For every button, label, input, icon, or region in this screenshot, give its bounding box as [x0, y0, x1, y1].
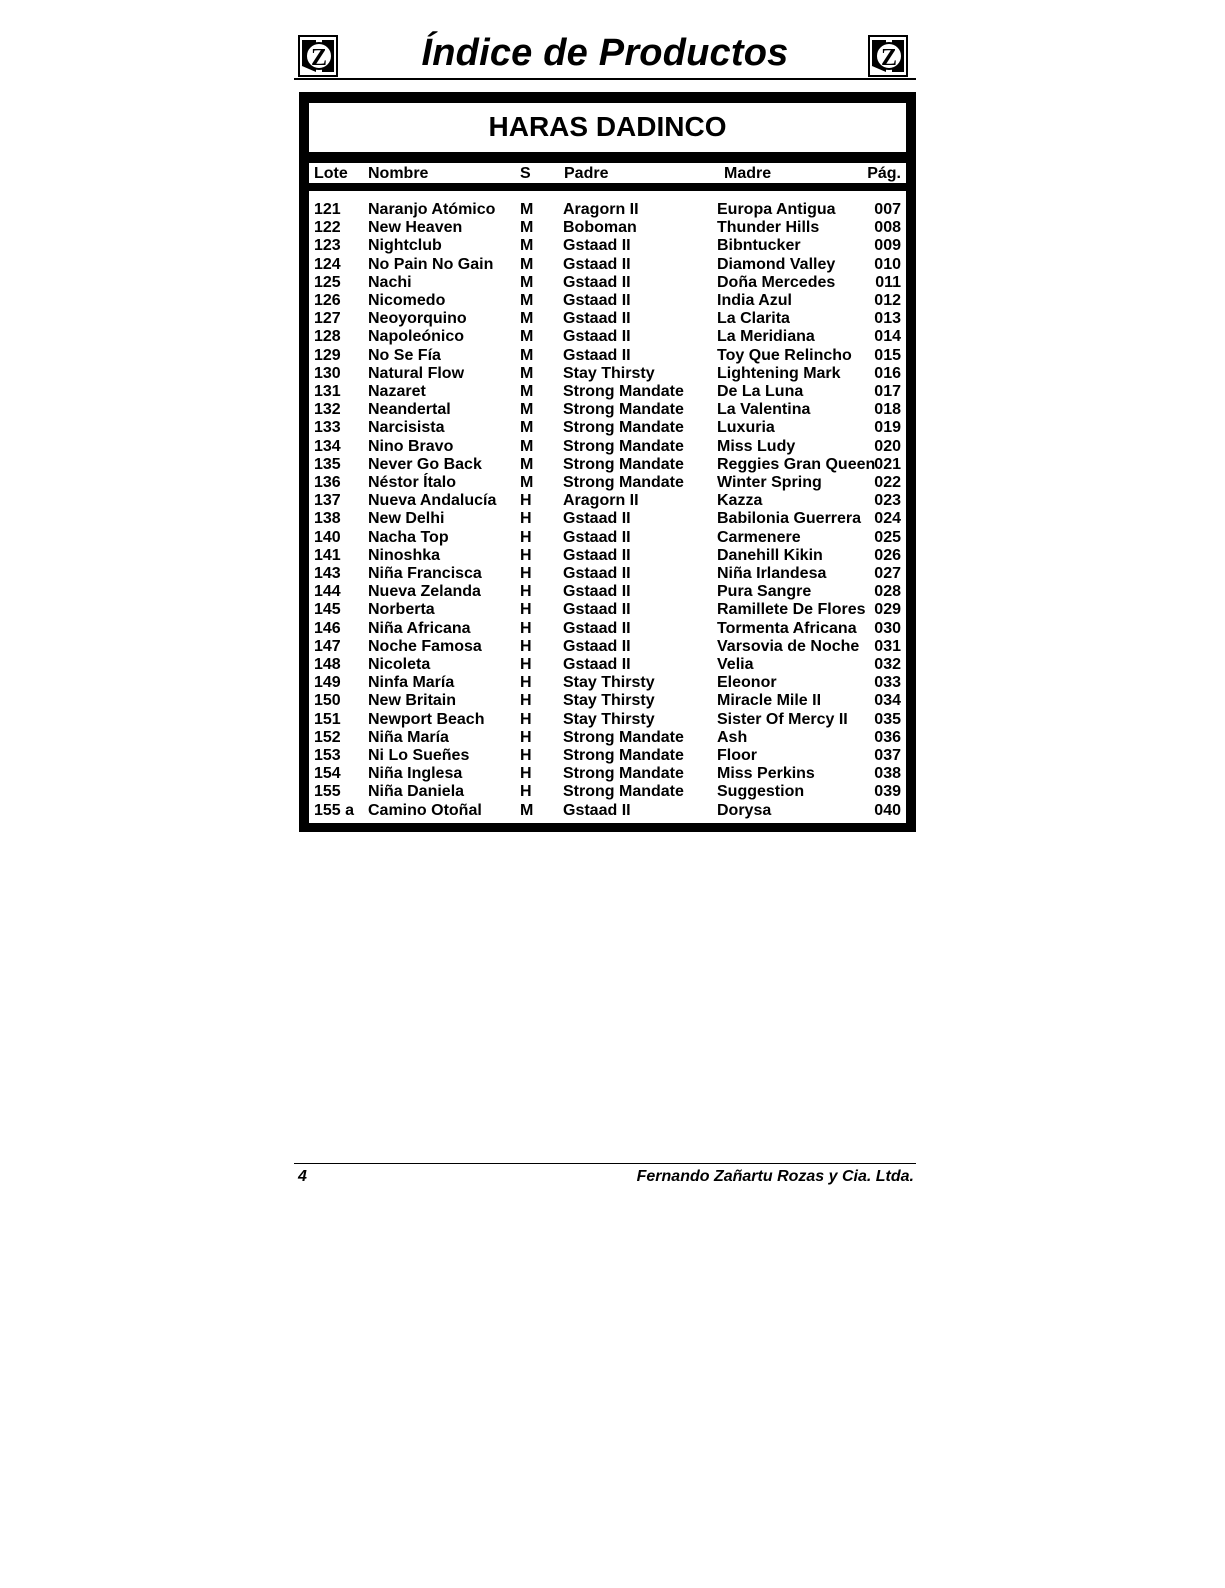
cell-lote: 148 — [314, 656, 341, 673]
cell-lote: 150 — [314, 692, 341, 710]
cell-nombre: Nazaret — [368, 383, 426, 400]
cell-pagina: 012 — [874, 292, 901, 309]
table-row — [309, 765, 906, 783]
cell-lote: 143 — [314, 565, 341, 582]
table-row — [309, 565, 906, 583]
cell-nombre: Nueva Andalucía — [368, 492, 497, 510]
cell-lote: 125 — [314, 273, 341, 291]
table-body — [309, 191, 906, 823]
cell-nombre: Ninfa María — [368, 674, 455, 692]
cell-padre: Strong Mandate — [563, 455, 684, 473]
table-row — [309, 620, 906, 638]
cell-padre: Stay Thirsty — [563, 692, 655, 710]
cell-madre: La Valentina — [717, 401, 811, 419]
cell-madre: India Azul — [717, 292, 792, 309]
cell-padre: Strong Mandate — [563, 747, 684, 764]
table-row — [309, 583, 906, 601]
cell-pagina: 007 — [874, 201, 901, 218]
cell-padre: Gstaad II — [563, 255, 631, 273]
cell-pagina: 040 — [874, 801, 901, 819]
cell-madre: Miss Perkins — [717, 765, 815, 783]
cell-nombre: Niña Daniela — [368, 783, 465, 801]
cell-nombre: Niña María — [368, 728, 449, 746]
cell-padre: Gstaad II — [563, 528, 631, 546]
header-rule — [294, 78, 916, 80]
cell-madre: Sister Of Mercy II — [717, 710, 848, 728]
cell-sexo: H — [520, 710, 532, 728]
table-row — [309, 529, 906, 547]
table-row — [309, 438, 906, 456]
cell-pagina: 036 — [874, 728, 901, 746]
cell-nombre: No Se Fía — [368, 346, 441, 364]
column-header-nombre: Nombre — [368, 165, 429, 182]
cell-lote: 141 — [314, 546, 341, 564]
cell-nombre: No Pain No Gain — [368, 255, 494, 273]
cell-sexo: H — [520, 656, 532, 673]
table-row — [309, 492, 906, 510]
section-title-box — [309, 103, 906, 152]
cell-madre: Europa Antigua — [717, 201, 836, 218]
cell-pagina: 034 — [874, 692, 901, 710]
cell-padre: Gstaad II — [563, 619, 631, 637]
cell-padre: Gstaad II — [563, 565, 631, 582]
cell-pagina: 015 — [874, 346, 901, 364]
cell-pagina: 013 — [874, 310, 901, 328]
cell-madre: Kazza — [717, 492, 763, 510]
cell-madre: Pura Sangre — [717, 583, 812, 601]
footer-rule — [294, 1163, 916, 1164]
cell-lote: 153 — [314, 747, 341, 764]
cell-padre: Strong Mandate — [563, 765, 684, 783]
cell-pagina: 024 — [874, 510, 901, 528]
cell-madre: Babilonia Guerrera — [717, 510, 862, 528]
cell-lote: 122 — [314, 219, 341, 237]
cell-sexo: H — [520, 546, 532, 564]
cell-sexo: M — [520, 346, 534, 364]
cell-sexo: H — [520, 728, 532, 746]
cell-nombre: Noche Famosa — [368, 637, 482, 655]
cell-madre: Velia — [717, 656, 754, 673]
table-row — [309, 274, 906, 292]
cell-madre: Ash — [717, 728, 748, 746]
cell-madre: Thunder Hills — [717, 219, 820, 237]
cell-pagina: 026 — [874, 546, 901, 564]
page-number: 4 — [298, 1168, 307, 1185]
cell-pagina: 035 — [874, 710, 901, 728]
cell-madre: Dorysa — [717, 801, 772, 819]
cell-nombre: New Delhi — [368, 510, 445, 528]
cell-sexo: M — [520, 364, 534, 382]
table-row — [309, 747, 906, 765]
cell-madre: Miss Ludy — [717, 437, 796, 455]
cell-nombre: Neoyorquino — [368, 310, 467, 328]
column-header-sexo: S — [520, 165, 531, 182]
cell-lote: 126 — [314, 292, 341, 309]
cell-lote: 128 — [314, 328, 341, 346]
cell-madre: Lightening Mark — [717, 364, 841, 382]
cell-nombre: Niña Francisca — [368, 565, 482, 582]
cell-nombre: Nightclub — [368, 237, 442, 255]
cell-pagina: 038 — [874, 765, 901, 783]
cell-pagina: 020 — [874, 437, 901, 455]
cell-sexo: H — [520, 492, 532, 510]
column-header-padre: Padre — [564, 165, 609, 182]
cell-madre: De La Luna — [717, 383, 804, 400]
cell-madre: Ramillete De Flores — [717, 601, 866, 619]
cell-lote: 154 — [314, 765, 341, 783]
cell-padre: Boboman — [563, 219, 637, 237]
cell-lote: 133 — [314, 419, 341, 437]
cell-lote: 131 — [314, 383, 341, 400]
cell-sexo: M — [520, 237, 534, 255]
section-title: HARAS DADINCO — [488, 111, 727, 142]
column-header-pagina: Pág. — [867, 165, 901, 182]
footer-company: Fernando Zañartu Rozas y Cia. Ltda. — [636, 1168, 914, 1185]
cell-sexo: M — [520, 401, 534, 419]
cell-padre: Gstaad II — [563, 273, 631, 291]
cell-padre: Gstaad II — [563, 328, 631, 346]
table-row — [309, 328, 906, 346]
cell-nombre: Never Go Back — [368, 455, 482, 473]
cell-nombre: Nicoleta — [368, 656, 431, 673]
company-logo-right — [868, 34, 910, 78]
table-row — [309, 711, 906, 729]
cell-lote: 155 — [314, 783, 341, 801]
cell-lote: 132 — [314, 401, 341, 419]
cell-madre: Winter Spring — [717, 474, 822, 491]
cell-nombre: Napoleónico — [368, 328, 465, 346]
table-header — [309, 163, 906, 183]
cell-sexo: M — [520, 419, 534, 437]
cell-nombre: Ni Lo Sueñes — [368, 747, 470, 764]
cell-lote: 145 — [314, 601, 341, 619]
table-row — [309, 674, 906, 692]
cell-pagina: 011 — [875, 273, 901, 291]
cell-sexo: H — [520, 565, 532, 582]
cell-lote: 123 — [314, 237, 341, 255]
cell-madre: Miracle Mile II — [717, 692, 822, 710]
table-row — [309, 456, 906, 474]
table-row — [309, 692, 906, 710]
cell-pagina: 037 — [874, 747, 901, 764]
cell-madre: La Clarita — [717, 310, 790, 328]
cell-padre: Gstaad II — [563, 292, 631, 309]
cell-pagina: 031 — [874, 637, 901, 655]
table-row — [309, 201, 906, 219]
cell-nombre: Néstor Ítalo — [368, 474, 457, 491]
cell-sexo: M — [520, 437, 534, 455]
cell-lote: 130 — [314, 364, 341, 382]
cell-pagina: 028 — [874, 583, 901, 601]
table-row — [309, 474, 906, 492]
cell-padre: Gstaad II — [563, 310, 631, 328]
table-row — [309, 237, 906, 255]
table-row — [309, 419, 906, 437]
cell-pagina: 033 — [874, 674, 901, 692]
cell-pagina: 025 — [874, 528, 901, 546]
cell-sexo: H — [520, 765, 532, 783]
cell-madre: Reggies Gran Queen — [717, 455, 876, 473]
cell-lote: 140 — [314, 528, 341, 546]
cell-madre: Diamond Valley — [717, 255, 836, 273]
cell-madre: Luxuria — [717, 419, 775, 437]
cell-nombre: Nacha Top — [368, 528, 449, 546]
cell-lote: 155 a — [314, 801, 355, 819]
cell-sexo: H — [520, 783, 532, 801]
cell-sexo: H — [520, 528, 532, 546]
cell-pagina: 014 — [874, 328, 901, 346]
cell-madre: Toy Que Relincho — [717, 346, 852, 364]
cell-sexo: M — [520, 801, 534, 819]
cell-lote: 149 — [314, 674, 341, 692]
cell-sexo: M — [520, 255, 534, 273]
cell-pagina: 039 — [874, 783, 901, 801]
table-row — [309, 638, 906, 656]
cell-lote: 152 — [314, 728, 341, 746]
cell-nombre: Camino Otoñal — [368, 801, 482, 819]
company-logo-left — [298, 34, 340, 78]
cell-nombre: Naranjo Atómico — [368, 201, 496, 218]
cell-madre: Varsovia de Noche — [717, 637, 860, 655]
cell-pagina: 018 — [874, 401, 901, 419]
cell-nombre: Ninoshka — [368, 546, 441, 564]
cell-sexo: H — [520, 747, 532, 764]
cell-lote: 136 — [314, 474, 341, 491]
cell-padre: Gstaad II — [563, 801, 631, 819]
cell-nombre: Nueva Zelanda — [368, 583, 481, 601]
table-row — [309, 510, 906, 528]
cell-sexo: M — [520, 201, 534, 218]
cell-madre: Danehill Kikin — [717, 546, 823, 564]
cell-pagina: 017 — [874, 383, 901, 400]
table-row — [309, 383, 906, 401]
cell-lote: 129 — [314, 346, 341, 364]
cell-pagina: 008 — [874, 219, 901, 237]
cell-pagina: 009 — [874, 237, 901, 255]
cell-sexo: H — [520, 619, 532, 637]
column-header-lote: Lote — [314, 165, 348, 182]
table-row — [309, 292, 906, 310]
cell-pagina: 027 — [874, 565, 901, 582]
cell-lote: 135 — [314, 455, 341, 473]
cell-padre: Gstaad II — [563, 601, 631, 619]
cell-nombre: Nino Bravo — [368, 437, 454, 455]
cell-lote: 124 — [314, 255, 341, 273]
table-row — [309, 547, 906, 565]
cell-pagina: 030 — [874, 619, 901, 637]
cell-padre: Gstaad II — [563, 656, 631, 673]
table-row — [309, 729, 906, 747]
cell-madre: Doña Mercedes — [717, 273, 836, 291]
cell-padre: Gstaad II — [563, 583, 631, 601]
cell-pagina: 022 — [874, 474, 901, 491]
cell-sexo: H — [520, 692, 532, 710]
table-row — [309, 783, 906, 801]
cell-pagina: 016 — [874, 364, 901, 382]
cell-lote: 138 — [314, 510, 341, 528]
cell-padre: Gstaad II — [563, 637, 631, 655]
logo-letter: Z — [310, 45, 328, 71]
cell-padre: Strong Mandate — [563, 401, 684, 419]
cell-lote: 151 — [314, 710, 341, 728]
cell-madre: Suggestion — [717, 783, 805, 801]
cell-padre: Strong Mandate — [563, 383, 684, 400]
cell-sexo: M — [520, 292, 534, 309]
cell-sexo: H — [520, 637, 532, 655]
logo-letter: Z — [880, 45, 898, 71]
cell-madre: La Meridiana — [717, 328, 815, 346]
cell-nombre: Niña Africana — [368, 619, 471, 637]
cell-pagina: 029 — [874, 601, 901, 619]
cell-madre: Floor — [717, 747, 757, 764]
cell-padre: Stay Thirsty — [563, 674, 655, 692]
cell-padre: Gstaad II — [563, 346, 631, 364]
cell-padre: Strong Mandate — [563, 419, 684, 437]
cell-sexo: M — [520, 273, 534, 291]
cell-padre: Strong Mandate — [563, 783, 684, 801]
table-row — [309, 401, 906, 419]
cell-padre: Strong Mandate — [563, 437, 684, 455]
cell-padre: Strong Mandate — [563, 474, 684, 491]
cell-sexo: H — [520, 510, 532, 528]
cell-sexo: M — [520, 310, 534, 328]
cell-nombre: New Heaven — [368, 219, 463, 237]
cell-nombre: Narcisista — [368, 419, 445, 437]
cell-sexo: M — [520, 474, 534, 491]
cell-nombre: Niña Inglesa — [368, 765, 463, 783]
cell-padre: Strong Mandate — [563, 728, 684, 746]
cell-pagina: 021 — [874, 455, 901, 473]
cell-padre: Gstaad II — [563, 546, 631, 564]
cell-pagina: 010 — [874, 255, 901, 273]
table-row — [309, 365, 906, 383]
cell-sexo: H — [520, 583, 532, 601]
column-header-madre: Madre — [724, 165, 772, 182]
cell-sexo: M — [520, 455, 534, 473]
cell-madre: Niña Irlandesa — [717, 565, 827, 582]
cell-nombre: Newport Beach — [368, 710, 485, 728]
cell-lote: 127 — [314, 310, 341, 328]
table-row — [309, 802, 906, 820]
cell-lote: 137 — [314, 492, 341, 510]
cell-madre: Carmenere — [717, 528, 801, 546]
table-row — [309, 256, 906, 274]
cell-pagina: 032 — [874, 656, 901, 673]
cell-sexo: H — [520, 601, 532, 619]
cell-nombre: Nicomedo — [368, 292, 446, 309]
cell-lote: 121 — [314, 201, 341, 218]
cell-nombre: Natural Flow — [368, 364, 465, 382]
table-row — [309, 656, 906, 674]
cell-padre: Aragorn II — [563, 201, 639, 218]
cell-lote: 146 — [314, 619, 341, 637]
cell-madre: Tormenta Africana — [717, 619, 857, 637]
cell-sexo: M — [520, 219, 534, 237]
table-row — [309, 310, 906, 328]
cell-sexo: M — [520, 328, 534, 346]
cell-sexo: H — [520, 674, 532, 692]
cell-pagina: 019 — [874, 419, 901, 437]
cell-padre: Gstaad II — [563, 237, 631, 255]
cell-nombre: Norberta — [368, 601, 435, 619]
cell-lote: 147 — [314, 637, 341, 655]
cell-padre: Gstaad II — [563, 510, 631, 528]
table-row — [309, 601, 906, 619]
page-title: Índice de Productos — [421, 32, 789, 74]
table-row — [309, 347, 906, 365]
cell-sexo: M — [520, 383, 534, 400]
cell-madre: Eleonor — [717, 674, 777, 692]
table-row — [309, 219, 906, 237]
cell-nombre: New Britain — [368, 692, 457, 710]
cell-nombre: Nachi — [368, 273, 412, 291]
cell-padre: Aragorn II — [563, 492, 639, 510]
cell-padre: Stay Thirsty — [563, 710, 655, 728]
cell-lote: 144 — [314, 583, 341, 601]
cell-padre: Stay Thirsty — [563, 364, 655, 382]
cell-nombre: Neandertal — [368, 401, 451, 419]
cell-lote: 134 — [314, 437, 341, 455]
cell-madre: Bibntucker — [717, 237, 801, 255]
cell-pagina: 023 — [874, 492, 901, 510]
